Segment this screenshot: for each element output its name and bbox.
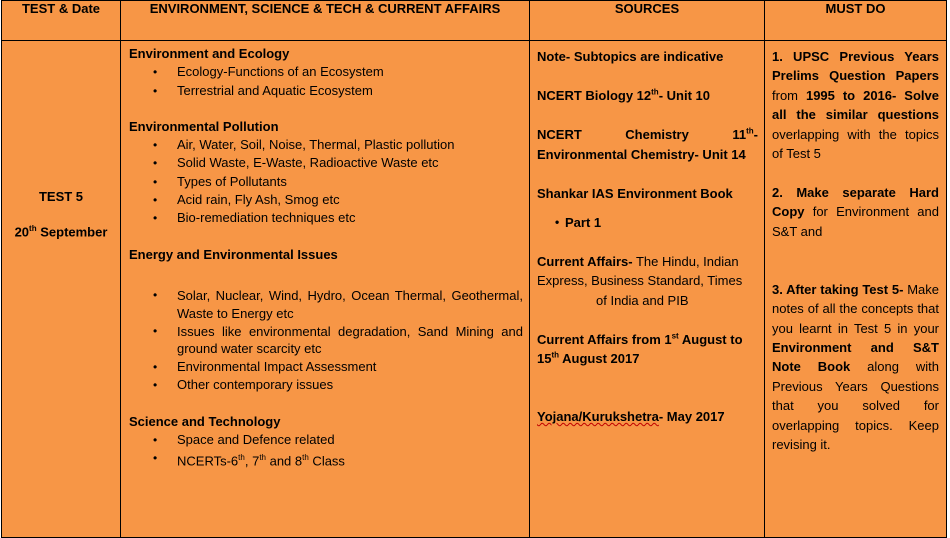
must-do-item-2: 2. Make separate Hard Copy for Environment and S&T and (772, 184, 939, 239)
source-ncert-chemistry: NCERT Chemistry 11th- Environmental Chemistry- Unit 14 (537, 126, 758, 162)
test-row (2, 41, 947, 538)
section-title: Energy and Environmental Issues (129, 246, 338, 262)
header-topics: ENVIRONMENT, SCIENCE & TECH & CURRENT AFFAIRS (121, 1, 530, 41)
list-item: • Types of Pollutants (177, 173, 523, 191)
source-note: Note- Subtopics are indicative (537, 49, 724, 64)
source-ncert-biology: NCERT Biology 12th- Unit 10 (537, 87, 710, 103)
list-item: • Issues like environmental degradation, Sand Mining and ground water scarcity etc (177, 323, 523, 359)
sources-cell (530, 41, 765, 538)
list-item: • NCERTs-6th, 7th and 8th Class (177, 449, 523, 471)
must-do-cell (765, 41, 947, 538)
section-title: Science and Technology (129, 413, 281, 429)
must-do-item-1: 1. UPSC Previous Years Prelims Question Papers from 1995 to 2016- Solve all the similar questions overlapping with the topics of Test 5 (772, 49, 939, 162)
study-plan-table (1, 0, 947, 538)
topic-list (129, 136, 523, 227)
header-sources: SOURCES (530, 1, 765, 41)
source-current-affairs-range: Current Affairs from 1st August to 15th August 2017 (537, 331, 743, 366)
source-shankar-part: • Part 1 (537, 213, 758, 233)
list-item: • Solar, Nuclear, Wind, Hydro, Ocean Thermal, Geothermal, Waste to Energy etc (177, 287, 523, 323)
list-item: • Air, Water, Soil, Noise, Thermal, Plastic pollution (177, 136, 523, 154)
topic-list (129, 63, 523, 100)
topics-cell (121, 41, 530, 538)
header-must-do: MUST DO (765, 1, 947, 41)
list-item: • Other contemporary issues (177, 376, 523, 394)
list-item: • Ecology-Functions of an Ecosystem (177, 63, 523, 81)
list-item: • Bio-remediation techniques etc (177, 209, 523, 227)
list-item: • Space and Defence related (177, 431, 523, 449)
topic-list (129, 287, 523, 395)
list-item: • Solid Waste, E-Waste, Radioactive Waste etc (177, 154, 523, 172)
section-title: Environmental Pollution (129, 118, 279, 134)
source-yojana: Yojana/Kurukshetra- May 2017 (537, 409, 725, 424)
must-do-item-3: 3. After taking Test 5- Make notes of all the concepts that you learnt in Test 5 in your Environment and S&T Note Book along with Previous Years Questions that you solved for overlapping topics. Keep revising it. (772, 281, 940, 453)
list-item: • Terrestrial and Aquatic Ecosystem (177, 82, 523, 100)
list-item: • Acid rain, Fly Ash, Smog etc (177, 191, 523, 209)
test-name: TEST 5 (38, 189, 84, 204)
topic-list (129, 431, 523, 471)
header-row (2, 1, 947, 41)
test-date-cell (2, 41, 121, 538)
section-title: Environment and Ecology (129, 46, 290, 61)
source-current-affairs: Current Affairs- The Hindu, Indian Express, Business Standard, Times of India and PIB (537, 253, 743, 308)
test-date: 20th September (14, 224, 108, 240)
header-test-date: TEST & Date (2, 1, 121, 41)
list-item: • Environmental Impact Assessment (177, 358, 523, 376)
source-shankar-book: Shankar IAS Environment Book (537, 185, 733, 201)
